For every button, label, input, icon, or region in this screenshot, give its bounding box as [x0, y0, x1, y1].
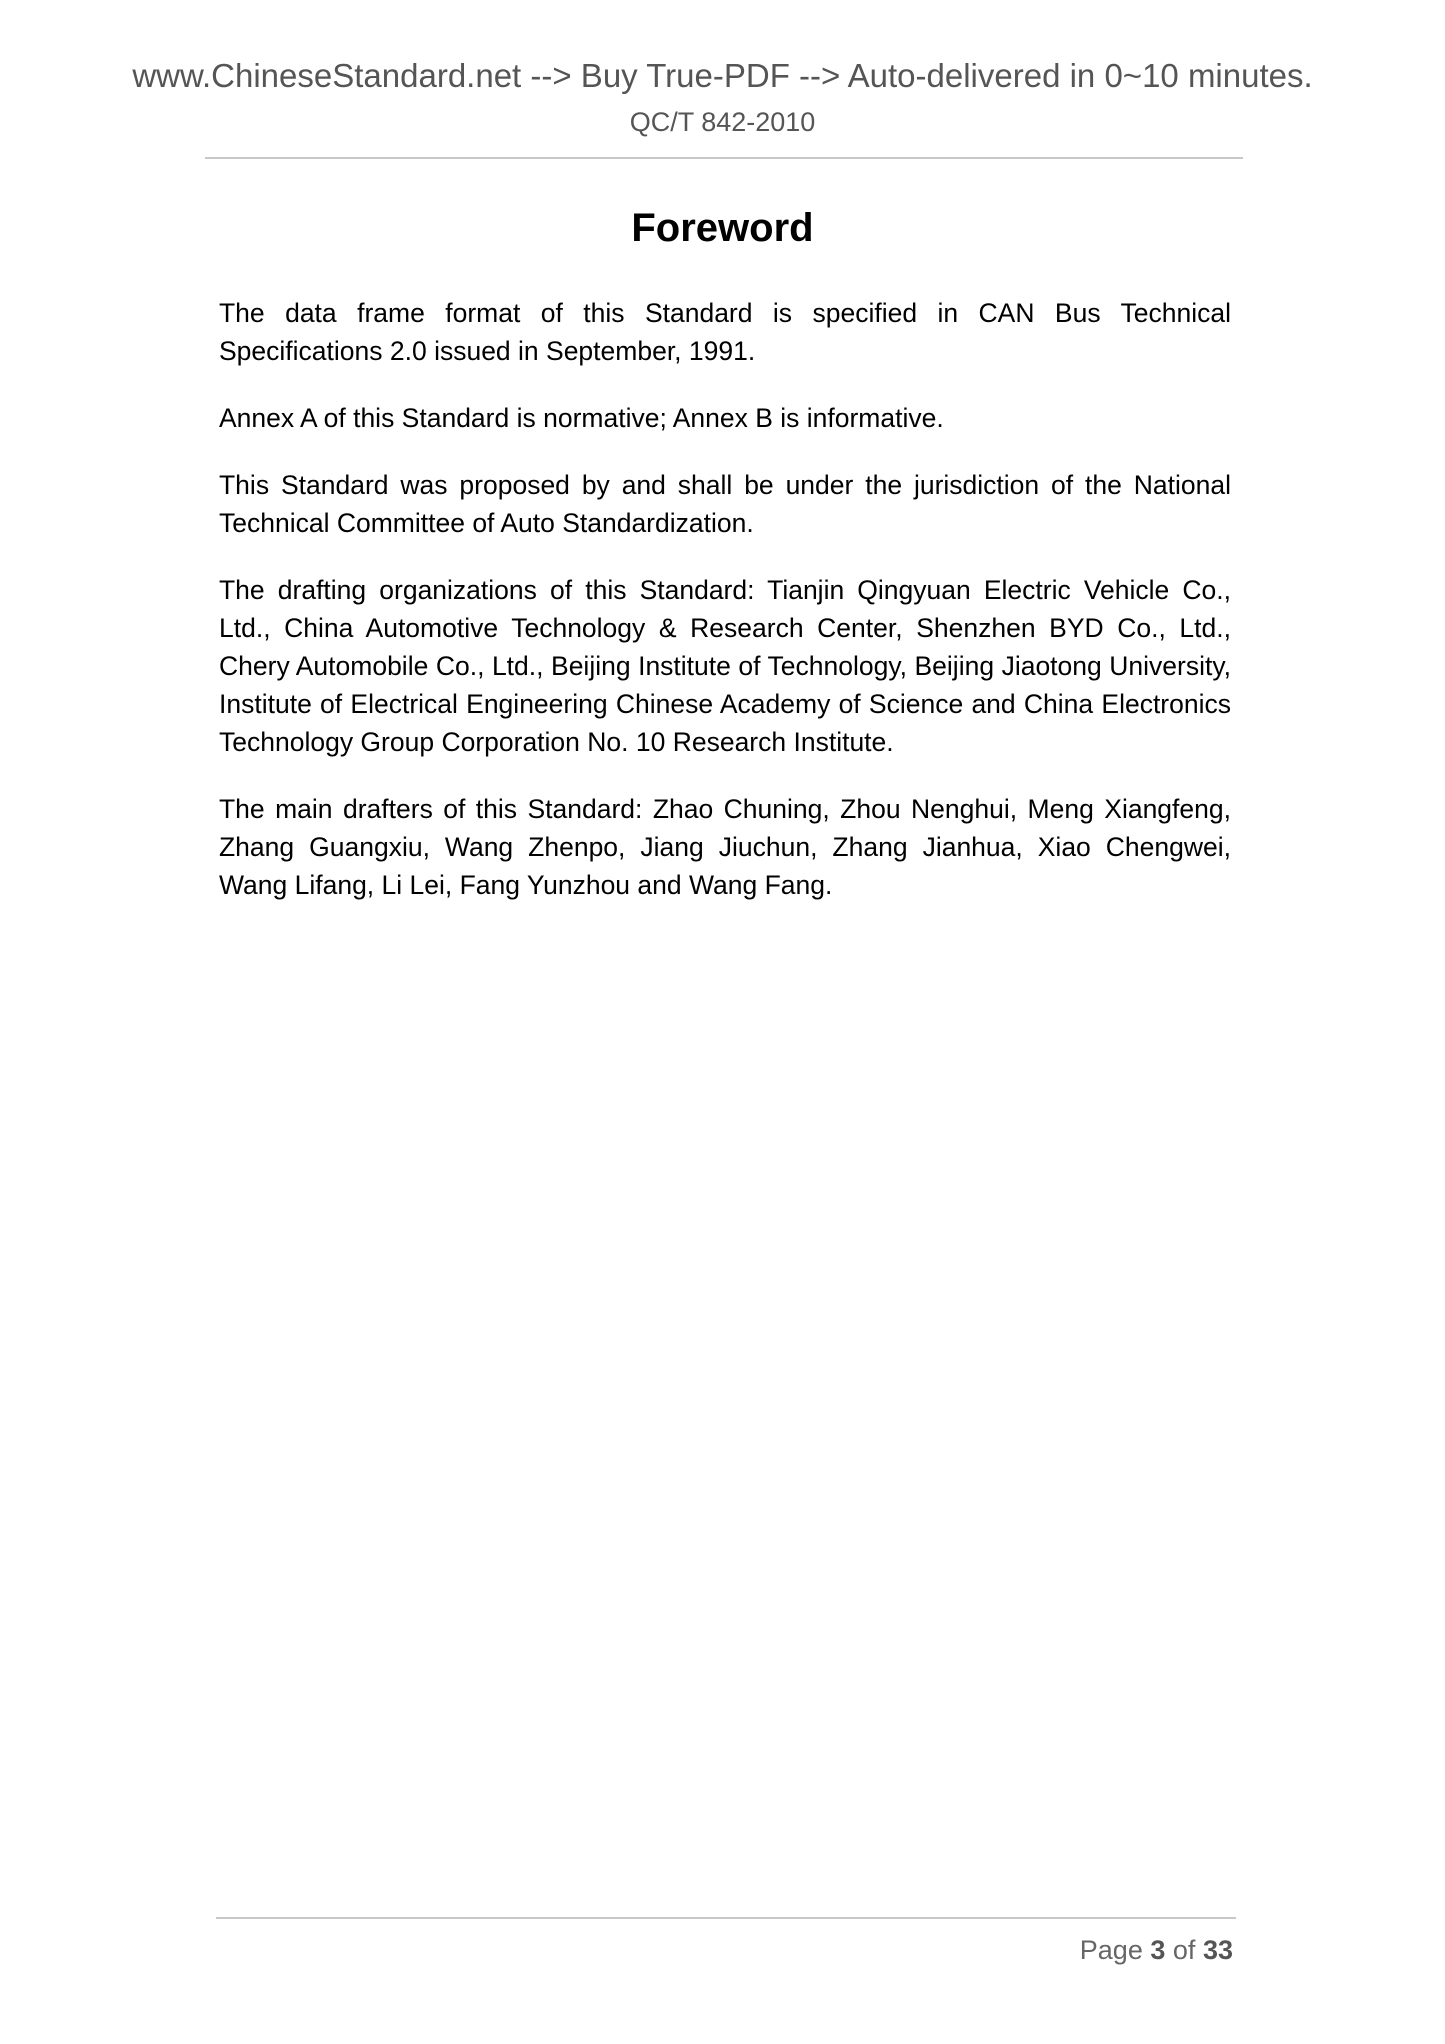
paragraph-jurisdiction: This Standard was proposed by and shall be under the jurisdiction of the National Technical Committee of Auto Standardization. [219, 470, 1231, 538]
page-prefix: Page [1079, 1935, 1143, 1965]
footer-divider [216, 1917, 1236, 1919]
page-current: 3 [1150, 1935, 1166, 1965]
page-total: 33 [1202, 1935, 1233, 1965]
page-of: of [1172, 1935, 1196, 1965]
page-title: Foreword [631, 206, 814, 250]
site-banner: www.ChineseStandard.net --> Buy True-PDF --> Auto-delivered in 0~10 minutes. [132, 57, 1313, 94]
paragraph-data-frame-format: The data frame format of this Standard is specified in CAN Bus Technical Specifications 2.0 issued in September, 1991. [219, 298, 1231, 366]
paragraph-main-drafters: The main drafters of this Standard: Zhao Chuning, Zhou Nenghui, Meng Xiangfeng, Zhang Guangxiu, Wang Zhenpo, Jiang Jiuchun, Zhang Jianhua, Xiao Chengwei, Wang Lifang, Li Lei, Fang Yunzhou and Wang Fang. [219, 794, 1231, 900]
header-divider [205, 157, 1243, 159]
page-number [1080, 1934, 1233, 1966]
paragraph-drafting-organizations: The drafting organizations of this Standard: Tianjin Qingyuan Electric Vehicle Co., Ltd., China Automotive Technology & Research Center, Shenzhen BYD Co., Ltd., Chery Automobile Co., Ltd., Beijing Institute of Technology, Beijing Jiaotong University, Institute of Electrical Engineering Chinese Academy of Science and China Electronics Technology Group Corporation No. 10 Research Institute. [219, 575, 1231, 757]
document-code: QC/T 842-2010 [629, 107, 816, 137]
paragraph-annexes: Annex A of this Standard is normative; Annex B is informative. [219, 403, 944, 433]
foreword-body [219, 294, 1231, 933]
